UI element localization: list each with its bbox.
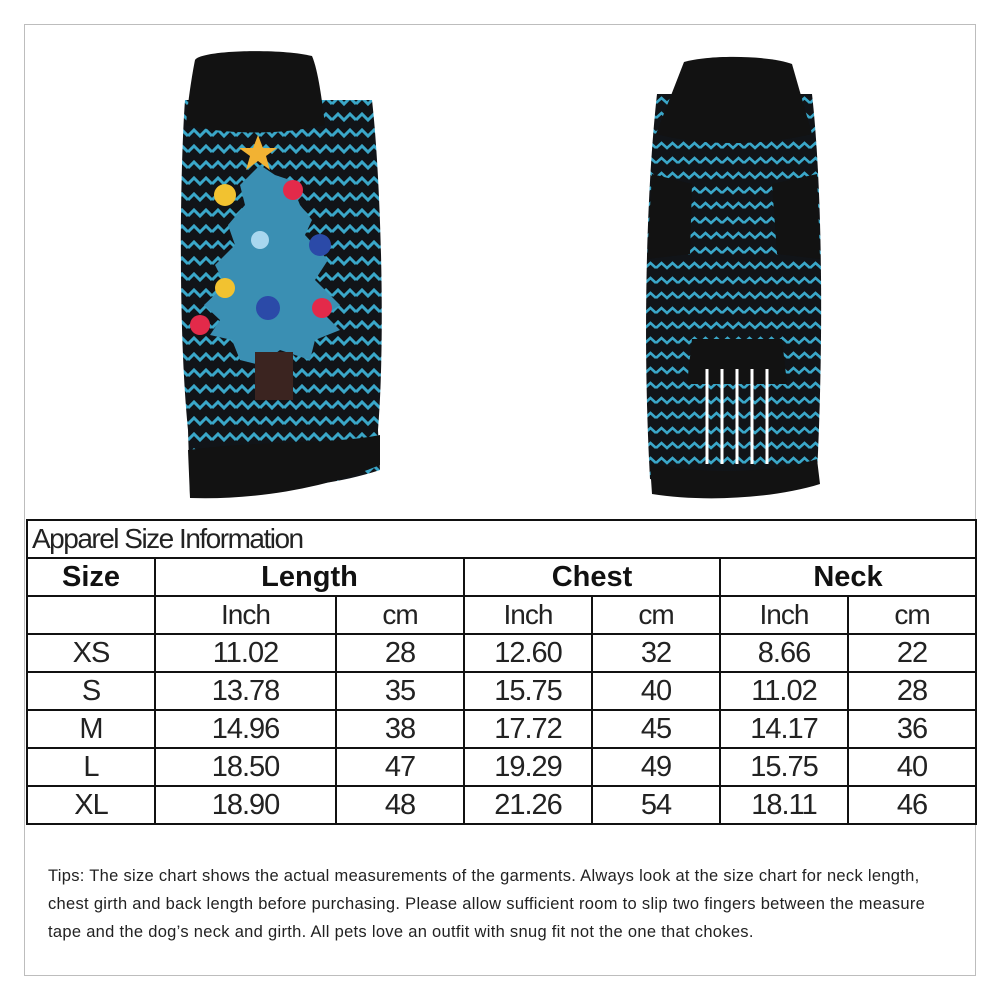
- sweater-front-image: [140, 30, 420, 510]
- value-cell: 18.90: [155, 786, 336, 824]
- header-length: Length: [155, 558, 464, 596]
- value-cell: 40: [592, 672, 720, 710]
- header-neck: Neck: [720, 558, 976, 596]
- sweater-back-image: [612, 34, 852, 504]
- value-cell: 18.50: [155, 748, 336, 786]
- value-cell: 12.60: [464, 634, 592, 672]
- size-cell: XS: [27, 634, 155, 672]
- value-cell: 35: [336, 672, 464, 710]
- value-cell: 54: [592, 786, 720, 824]
- size-cell: XL: [27, 786, 155, 824]
- unit-cell: Inch: [464, 596, 592, 634]
- value-cell: 11.02: [155, 634, 336, 672]
- size-cell: S: [27, 672, 155, 710]
- unit-cell: cm: [848, 596, 976, 634]
- value-cell: 21.26: [464, 786, 592, 824]
- size-cell: L: [27, 748, 155, 786]
- size-tips: Tips: The size chart shows the actual measurements of the garments. Always look at the size chart for neck length, chest girth and back length before purchasing. Please allow sufficient room to slip two fingers between the measure tape and the dog’s neck and girth. All pets love an outfit with snug fit not the one that chokes.: [48, 867, 926, 941]
- value-cell: 14.17: [720, 710, 848, 748]
- value-cell: 28: [336, 634, 464, 672]
- product-photos: [0, 0, 1000, 495]
- unit-cell: cm: [592, 596, 720, 634]
- unit-cell: cm: [336, 596, 464, 634]
- value-cell: 45: [592, 710, 720, 748]
- table-row: [27, 634, 976, 672]
- value-cell: 38: [336, 710, 464, 748]
- size-table: [26, 519, 977, 825]
- value-cell: 8.66: [720, 634, 848, 672]
- table-title-row: [27, 520, 976, 558]
- value-cell: 28: [848, 672, 976, 710]
- table-unit-row: [27, 596, 976, 634]
- table-row: [27, 786, 976, 824]
- value-cell: 49: [592, 748, 720, 786]
- unit-cell: Inch: [720, 596, 848, 634]
- table-header-row: [27, 558, 976, 596]
- value-cell: 15.75: [720, 748, 848, 786]
- table-row: [27, 748, 976, 786]
- table-title: Apparel Size Information: [27, 520, 976, 558]
- value-cell: 13.78: [155, 672, 336, 710]
- value-cell: 32: [592, 634, 720, 672]
- value-cell: 46: [848, 786, 976, 824]
- table-row: [27, 672, 976, 710]
- value-cell: 11.02: [720, 672, 848, 710]
- value-cell: 18.11: [720, 786, 848, 824]
- header-size: Size: [27, 558, 155, 596]
- table-row: [27, 710, 976, 748]
- value-cell: 47: [336, 748, 464, 786]
- value-cell: 40: [848, 748, 976, 786]
- value-cell: 22: [848, 634, 976, 672]
- value-cell: 14.96: [155, 710, 336, 748]
- value-cell: 19.29: [464, 748, 592, 786]
- value-cell: 48: [336, 786, 464, 824]
- value-cell: 15.75: [464, 672, 592, 710]
- size-cell: M: [27, 710, 155, 748]
- header-chest: Chest: [464, 558, 720, 596]
- value-cell: 17.72: [464, 710, 592, 748]
- unit-cell: Inch: [155, 596, 336, 634]
- value-cell: 36: [848, 710, 976, 748]
- unit-blank: [27, 596, 155, 634]
